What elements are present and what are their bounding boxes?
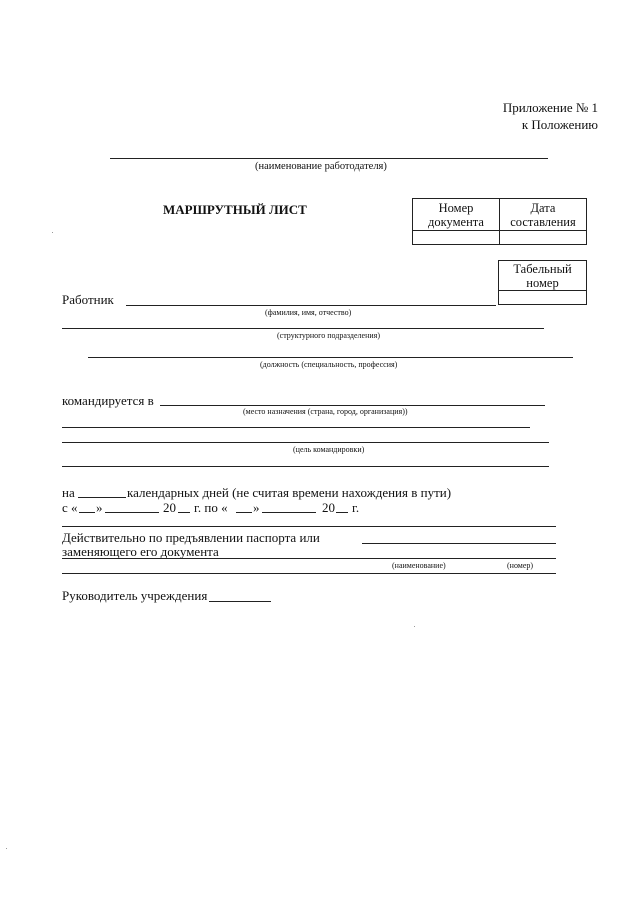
head-signature-line bbox=[209, 601, 271, 602]
date-to-day-line bbox=[236, 512, 252, 513]
assignment-label: командируется в bbox=[62, 393, 154, 408]
period-prefix: на bbox=[62, 485, 75, 500]
passport-number-caption: (номер) bbox=[507, 561, 534, 570]
passport-text-line1: Действительно по предъявлении паспорта или bbox=[62, 530, 320, 545]
unit-caption: (структурного подразделения) bbox=[277, 331, 380, 340]
scan-speck bbox=[414, 626, 415, 627]
passport-line-top bbox=[362, 543, 556, 544]
purpose-caption: (цель командировки) bbox=[293, 445, 365, 454]
document-number-date-table bbox=[412, 198, 587, 245]
document-title: МАРШРУТНЫЙ ЛИСТ bbox=[163, 202, 307, 217]
employer-name-line bbox=[110, 158, 548, 159]
passport-separator-line bbox=[62, 573, 556, 574]
appendix-label: Приложение № 1 bbox=[502, 100, 598, 115]
passport-name-caption: (наименование) bbox=[392, 561, 446, 570]
date-from-year-line bbox=[178, 512, 190, 513]
purpose-line-2 bbox=[62, 466, 549, 467]
scan-speck bbox=[52, 232, 53, 233]
days-count-line bbox=[78, 497, 126, 498]
date-to-close: » bbox=[253, 500, 260, 515]
date-to-month-line bbox=[262, 512, 316, 513]
destination-line-2 bbox=[62, 427, 530, 428]
purpose-line bbox=[62, 442, 549, 443]
document-number-header: Номер документа bbox=[413, 199, 500, 231]
period-separator-line bbox=[62, 526, 556, 527]
unit-line bbox=[62, 328, 544, 329]
worker-label: Работник bbox=[62, 292, 114, 307]
period-suffix: календарных дней (не считая времени нахождения в пути) bbox=[127, 485, 452, 500]
personnel-number-header: Табельный номер bbox=[499, 261, 587, 291]
passport-line-bottom bbox=[62, 558, 556, 559]
date-to-year-prefix: 20 bbox=[322, 500, 335, 515]
worker-name-line bbox=[126, 305, 496, 306]
position-caption: (должность (специальность, профессия) bbox=[260, 360, 398, 369]
position-line bbox=[88, 357, 573, 358]
employer-caption: (наименование работодателя) bbox=[255, 161, 387, 172]
destination-line bbox=[160, 405, 545, 406]
scan-speck bbox=[6, 848, 7, 849]
date-to-year-line bbox=[336, 512, 348, 513]
personnel-number-table bbox=[498, 260, 587, 305]
date-to-open: г. по « bbox=[194, 500, 228, 515]
worker-name-caption: (фамилия, имя, отчество) bbox=[265, 308, 352, 317]
date-from-day-line bbox=[79, 512, 95, 513]
date-from-year-prefix: 20 bbox=[163, 500, 176, 515]
passport-text-line2: заменяющего его документа bbox=[62, 544, 219, 559]
destination-caption: (место назначения (страна, город, организация)) bbox=[243, 407, 408, 416]
document-number-cell bbox=[413, 231, 500, 245]
head-label: Руководитель учреждения bbox=[62, 588, 208, 603]
date-from-open: с « bbox=[62, 500, 78, 515]
date-from-close: » bbox=[96, 500, 103, 515]
appendix-reference: к Положению bbox=[521, 117, 598, 132]
personnel-number-cell bbox=[499, 291, 587, 305]
date-to-year-end: г. bbox=[352, 500, 360, 515]
document-date-header: Дата составления bbox=[500, 199, 587, 231]
document-date-cell bbox=[500, 231, 587, 245]
date-from-month-line bbox=[105, 512, 159, 513]
